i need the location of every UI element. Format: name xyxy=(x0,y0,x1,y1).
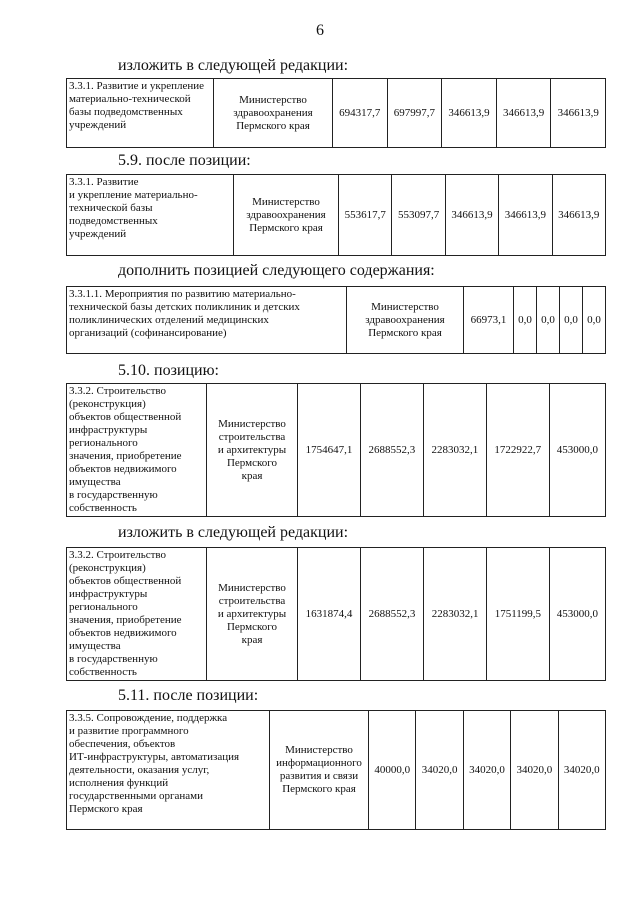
value-cell: 34020,0 xyxy=(463,711,510,830)
position-description: 3.3.1. Развитие и укрепление материально-технической базы подведомственных учреждений xyxy=(67,79,214,148)
value-cell: 2283032,1 xyxy=(424,548,487,681)
position-description: 3.3.2. Строительство (реконструкция) объектов общественной инфраструктуры регионального значения, приобретение объектов недвижимого имущества в государственную собственность xyxy=(67,384,207,517)
table-3-3-2-new xyxy=(66,547,606,681)
table-3-3-1-1-new xyxy=(66,286,606,354)
value-cell: 40000,0 xyxy=(369,711,416,830)
heading-replace-2: изложить в следующей редакции: xyxy=(118,524,349,541)
value-cell: 553617,7 xyxy=(339,175,392,256)
responsible-ministry: Министерство информационного развития и связи Пермского края xyxy=(270,711,369,830)
value-cell: 0,0 xyxy=(513,287,536,354)
value-cell: 346613,9 xyxy=(496,79,551,148)
value-cell: 0,0 xyxy=(582,287,605,354)
value-cell: 453000,0 xyxy=(549,548,605,681)
value-cell: 1722922,7 xyxy=(486,384,549,517)
responsible-ministry: Министерство здравоохранения Пермского края xyxy=(234,175,339,256)
value-cell: 694317,7 xyxy=(333,79,388,148)
value-cell: 2688552,3 xyxy=(360,384,423,517)
value-cell: 553097,7 xyxy=(392,175,445,256)
heading-position-5-10: 5.10. позицию: xyxy=(118,362,219,379)
heading-after-5-9: 5.9. после позиции: xyxy=(118,152,251,169)
value-cell: 0,0 xyxy=(559,287,582,354)
value-cell: 2283032,1 xyxy=(423,384,486,517)
value-cell: 34020,0 xyxy=(511,711,558,830)
position-description: 3.3.2. Строительство (реконструкция) объектов общественной инфраструктуры регионального значения, приобретение объектов недвижимого имущества в государственную собственность xyxy=(67,548,207,681)
table-3-3-1-anchor xyxy=(66,174,606,256)
heading-add-position: дополнить позицией следующего содержания: xyxy=(118,262,435,279)
value-cell: 453000,0 xyxy=(549,384,605,517)
heading-after-5-11: 5.11. после позиции: xyxy=(118,687,259,704)
value-cell: 346613,9 xyxy=(445,175,498,256)
table-3-3-5-anchor xyxy=(66,710,606,830)
value-cell: 1631874,4 xyxy=(298,548,361,681)
value-cell: 0,0 xyxy=(536,287,559,354)
value-cell: 346613,9 xyxy=(552,175,605,256)
position-description: 3.3.5. Сопровождение, поддержка и развитие программного обеспечения, объектов ИТ-инфраструктуры, автоматизация деятельности, оказания услуг, исполнения функций государственными органами Пермского края xyxy=(67,711,270,830)
position-description: 3.3.1.1. Мероприятия по развитию материально- технической базы детских поликлиник и детских поликлинических отделений медицинских организаций (софинансирование) xyxy=(67,287,347,354)
value-cell: 34020,0 xyxy=(558,711,605,830)
responsible-ministry: Министерство строительства и архитектуры Пермского края xyxy=(207,384,298,517)
position-description: 3.3.1. Развитие и укрепление материально- технической базы подведомственных учреждений xyxy=(67,175,234,256)
value-cell: 2688552,3 xyxy=(361,548,424,681)
page-number: 6 xyxy=(316,22,324,39)
value-cell: 346613,9 xyxy=(551,79,606,148)
table-3-3-1-old xyxy=(66,78,606,148)
table-3-3-2-old xyxy=(66,383,606,517)
value-cell: 1754647,1 xyxy=(298,384,361,517)
value-cell: 34020,0 xyxy=(416,711,463,830)
responsible-ministry: Министерство здравоохранения Пермского края xyxy=(214,79,333,148)
value-cell: 1751199,5 xyxy=(487,548,550,681)
value-cell: 66973,1 xyxy=(464,287,514,354)
heading-replace-1: изложить в следующей редакции: xyxy=(118,57,349,74)
value-cell: 697997,7 xyxy=(387,79,442,148)
value-cell: 346613,9 xyxy=(442,79,497,148)
responsible-ministry: Министерство здравоохранения Пермского края xyxy=(347,287,464,354)
responsible-ministry: Министерство строительства и архитектуры Пермского края xyxy=(207,548,298,681)
value-cell: 346613,9 xyxy=(499,175,552,256)
